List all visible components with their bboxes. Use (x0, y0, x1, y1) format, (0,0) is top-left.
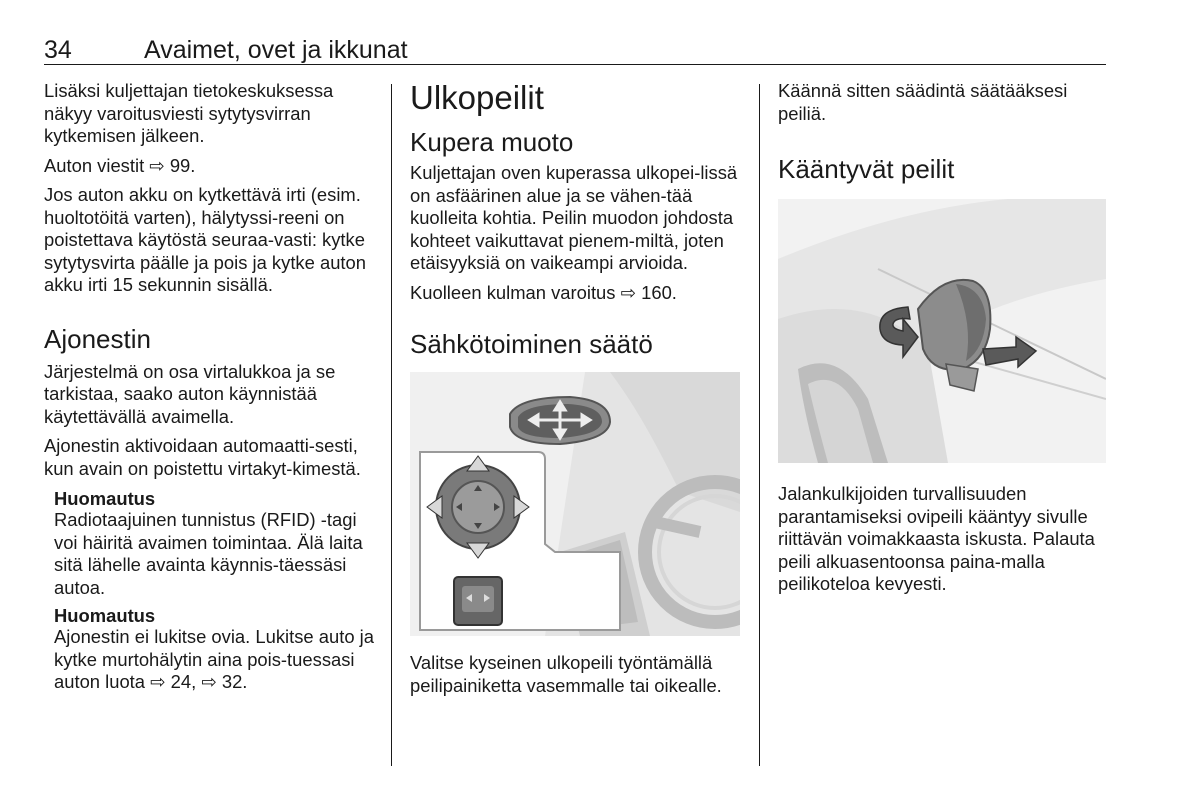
paragraph: Kuljettajan oven kuperassa ulkopei-lissä on asfäärinen alue ja se vähen-tää kuolleita kohtia. Peilin muodon johdosta kohteet vaikuttavat pienem-miltä, joten etäisyyksiä on vaikeampi arvioida. (410, 162, 738, 273)
page-reference-link[interactable]: ⇨ 99. (149, 154, 196, 176)
paragraph-text: Auton viestit (44, 154, 150, 176)
paragraph: Ajonestin aktivoidaan automaatti-sesti, kun avain on poistettu virtakyt-kimestä. (44, 435, 361, 479)
figure-caption: Valitse kyseinen ulkopeili työntämällä peilipainiketta vasemmalle tai oikealle. (410, 652, 722, 696)
column-right (778, 80, 1108, 603)
subsection-heading: Sähkötoiminen säätö (410, 329, 653, 359)
mirror-glass-icon (510, 397, 610, 444)
paragraph: Käännä sitten säädintä säätääksesi peiliä. (778, 80, 1068, 124)
column-middle (410, 80, 745, 704)
folding-mirror-illustration (778, 199, 1106, 463)
note-box (54, 605, 379, 694)
page-reference-link[interactable]: ⇨ 160. (620, 281, 677, 303)
paragraph (410, 282, 745, 305)
paragraph: Lisäksi kuljettajan tietokeskuksessa näkyy varoitusviesti sytytysvirran kytkemisen jälkeen. (44, 80, 334, 146)
page-number: 34 (44, 36, 72, 64)
column-divider (759, 84, 760, 766)
mirror-control-illustration (410, 372, 740, 636)
paragraph-text: Kuolleen kulman varoitus (410, 281, 621, 303)
note-title: Huomautus (54, 488, 156, 509)
paragraph: Järjestelmä on osa virtalukkoa ja se tarkistaa, saako auton käynnistää käytettävällä avaimella. (44, 360, 336, 427)
column-left (44, 80, 379, 700)
mirror-selector-switch-icon (454, 577, 502, 625)
column-divider (391, 84, 392, 766)
page-header (44, 30, 1106, 65)
chapter-title: Avaimet, ovet ja ikkunat (144, 36, 408, 64)
note-text: Radiotaajuinen tunnistus (RFID) -tagi voi häiritä avaimen toimintaa. Älä laita sitä lähelle avainta käynnis-täessäsi autoa. (54, 509, 363, 598)
note-box (54, 488, 379, 599)
note-title: Huomautus (54, 605, 156, 626)
subsection-heading: Kääntyvät peilit (778, 154, 955, 184)
note-text (54, 626, 379, 694)
subsection-heading: Kupera muoto (410, 127, 574, 157)
page-reference-link[interactable]: ⇨ 24, ⇨ 32. (150, 671, 248, 692)
paragraph: Jos auton akku on kytkettävä irti (esim. huoltotöitä varten), hälytyssi-reeni on poistettava käytöstä seuraa-vasti: kytke sytytysvirta päälle ja pois ja kytke auton akku irti 15 sekunnin sisällä. (44, 184, 366, 295)
section-heading: Ulkopeilit (410, 79, 544, 116)
note-text-body: Ajonestin ei lukitse ovia. Lukitse auto ja kytke murtohälytin aina pois-tuessasi auton luota (54, 626, 374, 692)
section-heading: Ajonestin (44, 323, 151, 354)
paragraph: Jalankulkijoiden turvallisuuden parantamiseksi ovipeili kääntyy sivulle riittävän voimakkaasta iskusta. Palauta peili alkuasentoonsa paina-malla peilikoteloa kevyesti. (778, 483, 1095, 594)
paragraph (44, 155, 379, 178)
